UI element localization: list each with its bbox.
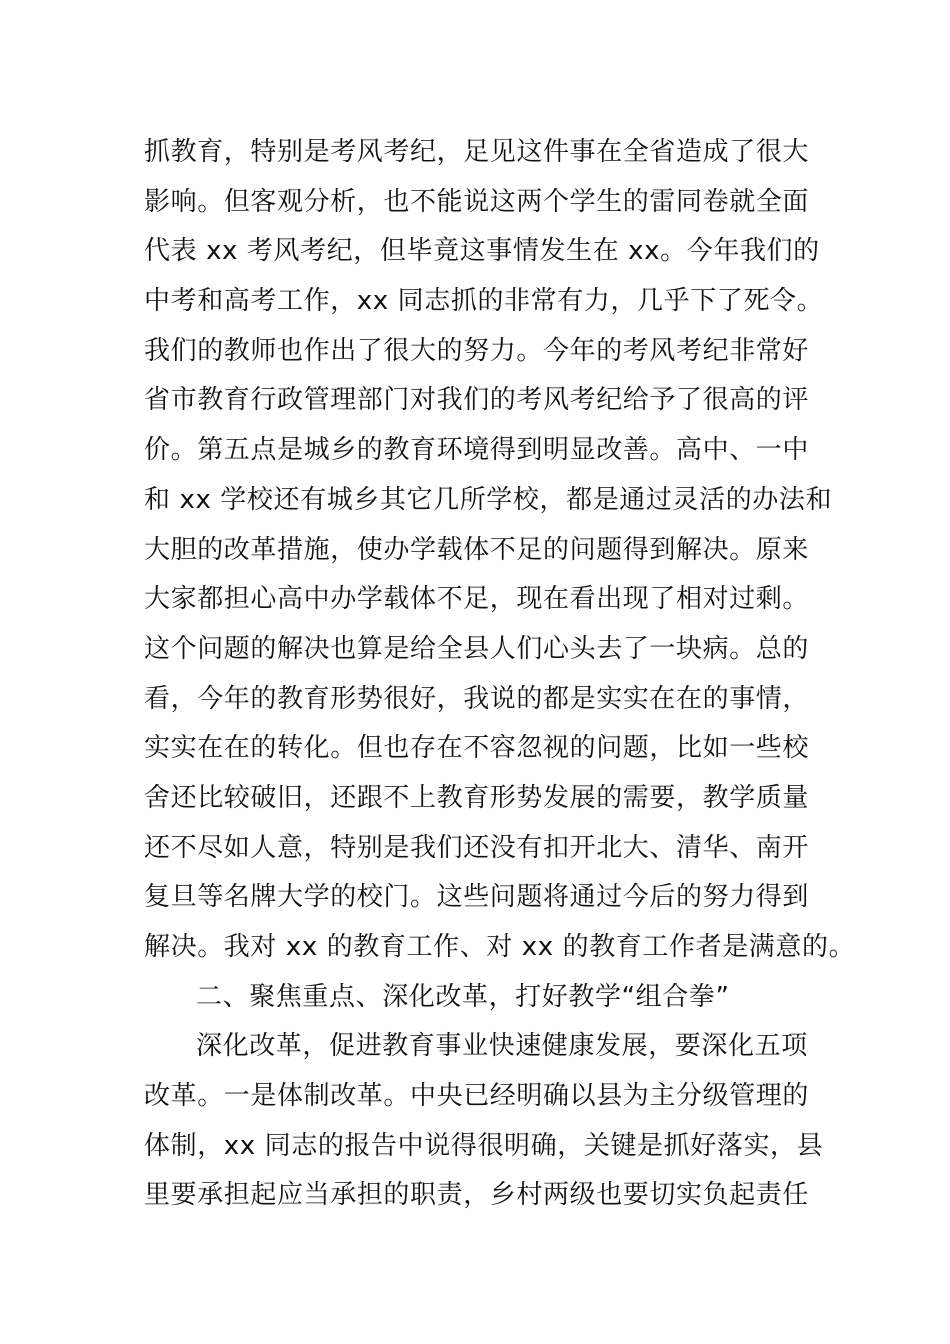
text-line: 这个问题的解决也算是给全县人们心头去了一块病。总的: [144, 633, 810, 664]
text-line: 和 xx 学校还有城乡其它几所学校，都是通过灵活的办法和: [144, 484, 833, 515]
section-heading: 二、聚焦重点、深化改革，打好教学“组合拳”: [196, 981, 730, 1012]
text-line: 解决。我对 xx 的教育工作、对 xx 的教育工作者是满意的。: [144, 932, 856, 962]
text-line: 看，今年的教育形势很好，我说的都是实实在在的事情，: [144, 683, 810, 714]
text-line: 还不尽如人意，特别是我们还没有扣开北大、清华、南开: [144, 832, 810, 863]
text-line: 大家都担心高中办学载体不足，现在看出现了相对过剩。: [144, 584, 810, 615]
text-line: 体制，xx 同志的报告中说得很明确，关键是抓好落实，县: [144, 1130, 824, 1161]
text-line: 里要承担起应当承担的职责，乡村两级也要切实负起责任: [144, 1180, 810, 1211]
text-line: 省市教育行政管理部门对我们的考风考纪给予了很高的评: [144, 385, 810, 416]
text-line: 抓教育，特别是考风考纪，足见这件事在全省造成了很大: [144, 137, 810, 167]
paragraph-first-line: 深化改革，促进教育事业快速健康发展，要深化五项: [196, 1031, 808, 1062]
text-line: 价。第五点是城乡的教育环境得到明显改善。高中、一中: [144, 435, 810, 466]
text-line: 代表 xx 考风考纪，但毕竟这事情发生在 xx。今年我们的: [144, 236, 820, 267]
text-line: 我们的教师也作出了很大的努力。今年的考风考纪非常好: [144, 335, 810, 366]
document-body: [144, 128, 856, 1221]
text-line: 中考和高考工作，xx 同志抓的非常有力，几乎下了死令。: [144, 286, 824, 317]
text-line: 大胆的改革措施，使办学载体不足的问题得到解决。原来: [144, 534, 810, 565]
text-line: 舍还比较破旧，还跟不上教育形势发展的需要，教学质量: [144, 782, 810, 813]
text-line: 实实在在的转化。但也存在不容忽视的问题，比如一些校: [144, 733, 810, 764]
text-line: 改革。一是体制改革。中央已经明确以县为主分级管理的: [144, 1081, 810, 1112]
text-line: 影响。但客观分析，也不能说这两个学生的雷同卷就全面: [144, 186, 810, 217]
text-line: 复旦等名牌大学的校门。这些问题将通过今后的努力得到: [144, 882, 810, 913]
